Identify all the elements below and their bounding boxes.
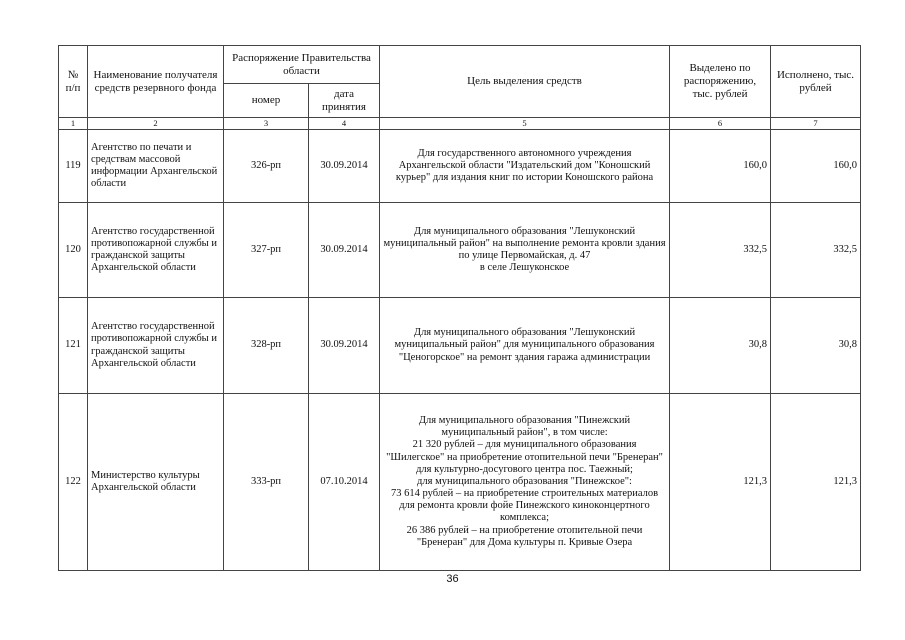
column-number: 3: [224, 118, 309, 130]
row-allocated: 160,0: [670, 130, 771, 203]
column-number: 2: [88, 118, 224, 130]
row-order-number: 327-рп: [224, 203, 309, 298]
row-allocated: 30,8: [670, 298, 771, 394]
header-recipient: Наименование получателя средств резервного фонда: [88, 46, 224, 118]
table-row: [59, 130, 861, 203]
row-purpose: Для муниципального образования "Пинежский муниципальный район", в том числе: 21 320 рублей – для муниципального образования "Шилегское" на приобретение отопительной печи "Бренеран" для культурно-досугового центра пос. Таежный; для муниципального образования "Пинежское": 73 614 рублей – на приобретение строительных материалов для ремонта кровли фойе Пинежского киноконцертного комплекса; 26 386 рублей – на приобретение отопительной печи "Бренеран" для Дома культуры п. Кривые Озера: [380, 394, 670, 571]
table-row: [59, 203, 861, 298]
column-number-row: [59, 118, 861, 130]
column-number: 7: [771, 118, 861, 130]
page-number: 36: [446, 573, 459, 585]
row-allocated: 121,3: [670, 394, 771, 571]
row-order-date: 30.09.2014: [309, 298, 380, 394]
row-order-number: 328-рп: [224, 298, 309, 394]
header-order-group: Распоряжение Правительства области: [224, 46, 380, 84]
header-executed: Исполнено, тыс. рублей: [771, 46, 861, 118]
row-purpose: Для государственного автономного учреждения Архангельской области "Издательский дом "Коношский курьер" для издания книг по истории Коношского района: [380, 130, 670, 203]
row-allocated: 332,5: [670, 203, 771, 298]
row-purpose: Для муниципального образования "Лешуконский муниципальный район" для муниципального образования "Ценогорское" на ремонт здания гаража администрации: [380, 298, 670, 394]
header-purpose: Цель выделения средств: [380, 46, 670, 118]
row-no: 119: [59, 130, 88, 203]
row-executed: 121,3: [771, 394, 861, 571]
row-executed: 332,5: [771, 203, 861, 298]
table-row: [59, 394, 861, 571]
column-number: 5: [380, 118, 670, 130]
table-row: [59, 298, 861, 394]
row-recipient: Агентство по печати и средствам массовой информации Архангельской области: [88, 130, 224, 203]
column-number: 4: [309, 118, 380, 130]
row-executed: 160,0: [771, 130, 861, 203]
row-recipient: Агентство государственной противопожарной службы и гражданской защиты Архангельской области: [88, 203, 224, 298]
row-order-number: 326-рп: [224, 130, 309, 203]
row-recipient: Министерство культуры Архангельской области: [88, 394, 224, 571]
row-no: 121: [59, 298, 88, 394]
row-order-number: 333-рп: [224, 394, 309, 571]
row-order-date: 30.09.2014: [309, 203, 380, 298]
row-order-date: 30.09.2014: [309, 130, 380, 203]
row-recipient: Агентство государственной противопожарной службы и гражданской защиты Архангельской области: [88, 298, 224, 394]
allocations-table: [58, 45, 861, 571]
row-order-date: 07.10.2014: [309, 394, 380, 571]
header-order-date: дата принятия: [309, 84, 380, 118]
column-number: 1: [59, 118, 88, 130]
row-no: 120: [59, 203, 88, 298]
column-number: 6: [670, 118, 771, 130]
header-order-number: номер: [224, 84, 309, 118]
header-no: № п/п: [59, 46, 88, 118]
row-purpose: Для муниципального образования "Лешуконский муниципальный район" на выполнение ремонта кровли здания по улице Первомайская, д. 47 в селе Лешуконское: [380, 203, 670, 298]
header-allocated: Выделено по распоряжению, тыс. рублей: [670, 46, 771, 118]
row-no: 122: [59, 394, 88, 571]
row-executed: 30,8: [771, 298, 861, 394]
